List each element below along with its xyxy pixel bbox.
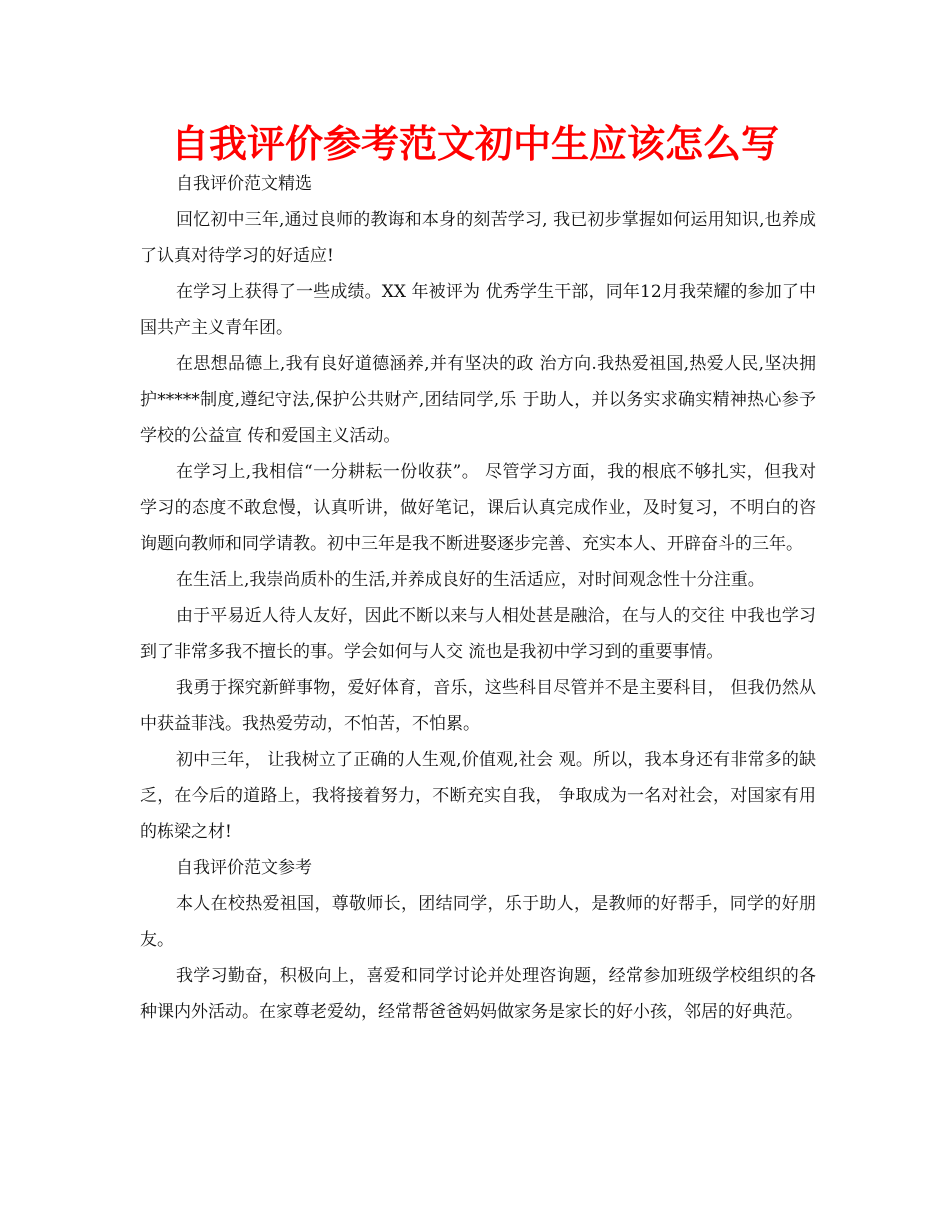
paragraph: 我勇于探究新鲜事物，爱好体育，音乐，这些科目尽管并不是主要科目， 但我仍然从中获益菲浅。我热爱劳动，不怕苦，不怕累。 <box>140 678 816 734</box>
paragraph: 在学习上,我相信“一分耕耘一份收获”。 尽管学习方面，我的根底不够扎实，但我对学习的态度不敢怠慢，认真听讲，做好笔记，课后认真完成作业，及时复习，不明白的咨询题向教师和同学请教。初中三年是我不断进娶逐步完善、充实本人、开辟奋斗的三年。 <box>140 462 816 554</box>
paragraph: 在生活上,我崇尚质朴的生活,并养成良好的生活适应，对时间观念性十分注重。 <box>176 570 765 590</box>
section-heading-reference: 自我评价范文参考 <box>176 858 312 878</box>
paragraph: 在思想品德上,我有良好道德涵养,并有坚决的政 治方向.我热爱祖国,热爱人民,坚决拥护*****制度,遵纪守法,保护公共财产,团结同学,乐 于助人，并以务实求确实精神热心参予学校的公益宣 传和爱国主义活动。 <box>140 354 816 446</box>
document-body <box>140 166 816 1030</box>
paragraph: 回忆初中三年,通过良师的教诲和本身的刻苦学习, 我已初步掌握如何运用知识,也养成了认真对待学习的好适应! <box>140 210 816 266</box>
document-title: 自我评价参考范文初中生应该怎么写 <box>170 122 779 166</box>
paragraph: 由于平易近人待人友好，因此不断以来与人相处甚是融洽，在与人的交往 中我也学习到了非常多我不擅长的事。学会如何与人交 流也是我初中学习到的重要事情。 <box>140 606 816 662</box>
section-heading-selected: 自我评价范文精选 <box>176 174 312 194</box>
paragraph: 初中三年， 让我树立了正确的人生观,价值观,社会 观。所以，我本身还有非常多的缺乏，在今后的道路上，我将接着努力，不断充实自我， 争取成为一名对社会，对国家有用的栋梁之材! <box>140 750 816 842</box>
paragraph: 我学习勤奋，积极向上，喜爱和同学讨论并处理咨询题，经常参加班级学校组织的各种课内外活动。在家尊老爱幼，经常帮爸爸妈妈做家务是家长的好小孩，邻居的好典范。 <box>140 966 816 1022</box>
paragraph: 在学习上获得了一些成绩。XX 年被评为 优秀学生干部，同年12月我荣耀的参加了中国共产主义青年团。 <box>140 282 816 338</box>
paragraph: 本人在校热爱祖国，尊敬师长，团结同学，乐于助人，是教师的好帮手，同学的好朋友。 <box>140 894 816 950</box>
